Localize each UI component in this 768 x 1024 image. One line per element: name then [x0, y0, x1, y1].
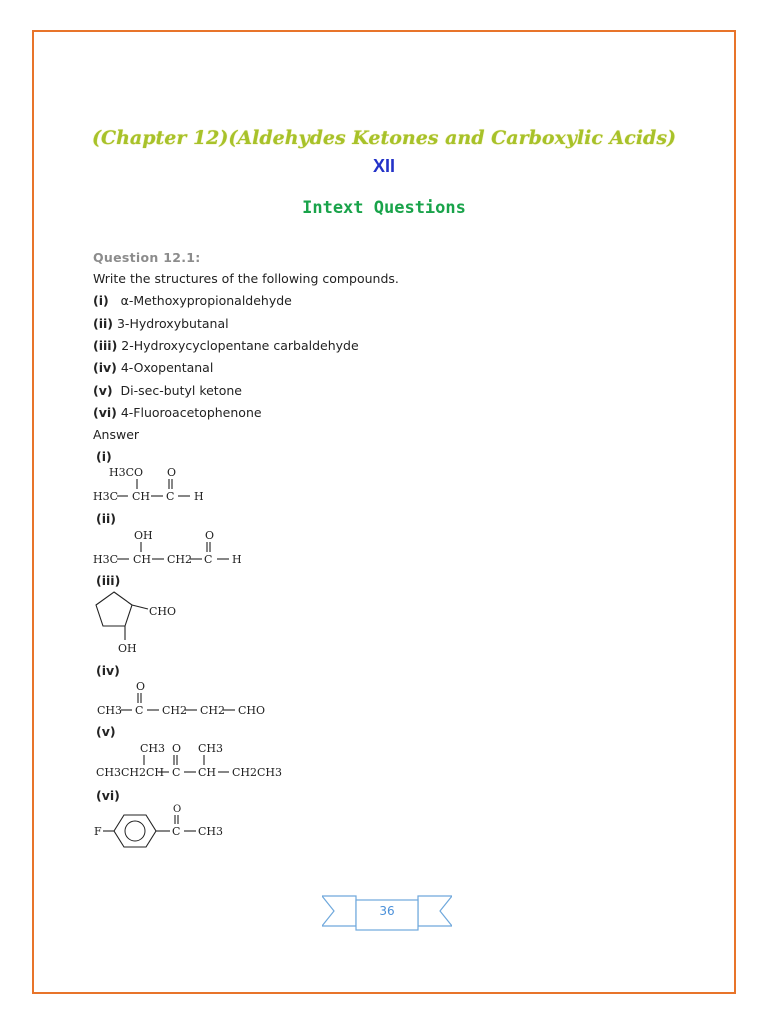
answer-label-iv: (iv)	[96, 663, 120, 678]
carbonyl-carbon: C	[204, 553, 213, 566]
structure-v	[94, 740, 294, 782]
answer-label-v: (v)	[96, 724, 116, 739]
item-number: (v)	[93, 383, 113, 398]
structure-vi	[92, 804, 242, 858]
page-number: 36	[379, 904, 395, 918]
question-item	[93, 383, 242, 398]
question-item	[93, 360, 213, 375]
item-text: 2-Hydroxycyclopentane carbaldehyde	[121, 338, 359, 353]
ethyl-group: CH2CH3	[232, 766, 283, 779]
item-text: α-Methoxypropionaldehyde	[120, 293, 292, 308]
question-item	[93, 338, 359, 353]
benzene-ring	[114, 815, 156, 847]
question-prompt: Write the structures of the following compounds.	[93, 271, 399, 286]
item-number: (ii)	[93, 316, 113, 331]
question-item	[93, 316, 229, 331]
carbonyl-oxygen: O	[167, 466, 177, 479]
cyclopentane-ring	[96, 592, 132, 626]
hydrogen: H	[232, 553, 242, 566]
methyl-group: CH3	[97, 704, 123, 717]
item-text: 4-Oxopentanal	[120, 360, 214, 375]
item-text: Di-sec-butyl ketone	[120, 383, 242, 398]
fluorine-atom: F	[94, 825, 102, 838]
methyl-branch: CH3	[140, 742, 166, 755]
item-text: 4-Fluoroacetophenone	[120, 405, 262, 420]
carbonyl-carbon: C	[135, 704, 144, 717]
methyl-branch: CH3	[198, 742, 224, 755]
page-number-ribbon	[322, 893, 452, 933]
ch-group: CH	[132, 490, 151, 503]
methyl-group: H3C	[93, 553, 119, 566]
ch2-group: CH2	[162, 704, 188, 717]
question-item	[93, 405, 262, 420]
structure-ii	[90, 525, 260, 570]
hydroxy-group: OH	[134, 529, 153, 542]
hydroxy-group: OH	[118, 642, 137, 655]
aldehyde-group: CHO	[149, 605, 177, 618]
ch2-group: CH2	[167, 553, 193, 566]
question-item	[93, 293, 292, 308]
carbonyl-carbon: C	[172, 766, 181, 779]
sec-butyl-group: CH3CH2CH	[96, 766, 165, 779]
methyl-group: CH3	[198, 825, 224, 838]
methoxy-group: H3CO	[109, 466, 144, 479]
question-label: Question 12.1:	[93, 250, 201, 265]
ch2-group: CH2	[200, 704, 226, 717]
item-text: 3-Hydroxybutanal	[116, 316, 229, 331]
item-number: (iii)	[93, 338, 118, 353]
answer-label-vi: (vi)	[96, 788, 120, 803]
carbonyl-oxygen: O	[136, 680, 146, 693]
answer-label-i: (i)	[96, 449, 112, 464]
carbonyl-carbon: C	[172, 825, 181, 838]
aldehyde-group: CHO	[238, 704, 266, 717]
answer-label-iii: (iii)	[96, 573, 121, 588]
ch-group: CH	[133, 553, 152, 566]
section-heading: Intext Questions	[302, 198, 466, 218]
structure-iv	[94, 678, 284, 720]
chapter-title: (Chapter 12)(Aldehydes Ketones and Carboxylic Acids)	[91, 127, 677, 149]
answer-label-ii: (ii)	[96, 511, 116, 526]
answer-label: Answer	[93, 427, 140, 442]
carbonyl-oxygen: O	[173, 804, 182, 815]
carbonyl-oxygen: O	[205, 529, 215, 542]
structure-i	[90, 462, 240, 507]
class-label: XII	[372, 156, 395, 176]
carbonyl-carbon: C	[166, 490, 175, 503]
structure-iii	[90, 588, 200, 658]
item-number: (vi)	[93, 405, 117, 420]
item-number: (i)	[93, 293, 109, 308]
hydrogen: H	[194, 490, 204, 503]
item-number: (iv)	[93, 360, 117, 375]
carbonyl-oxygen: O	[172, 742, 182, 755]
ch-group: CH	[198, 766, 217, 779]
methyl-group: H3C	[93, 490, 119, 503]
